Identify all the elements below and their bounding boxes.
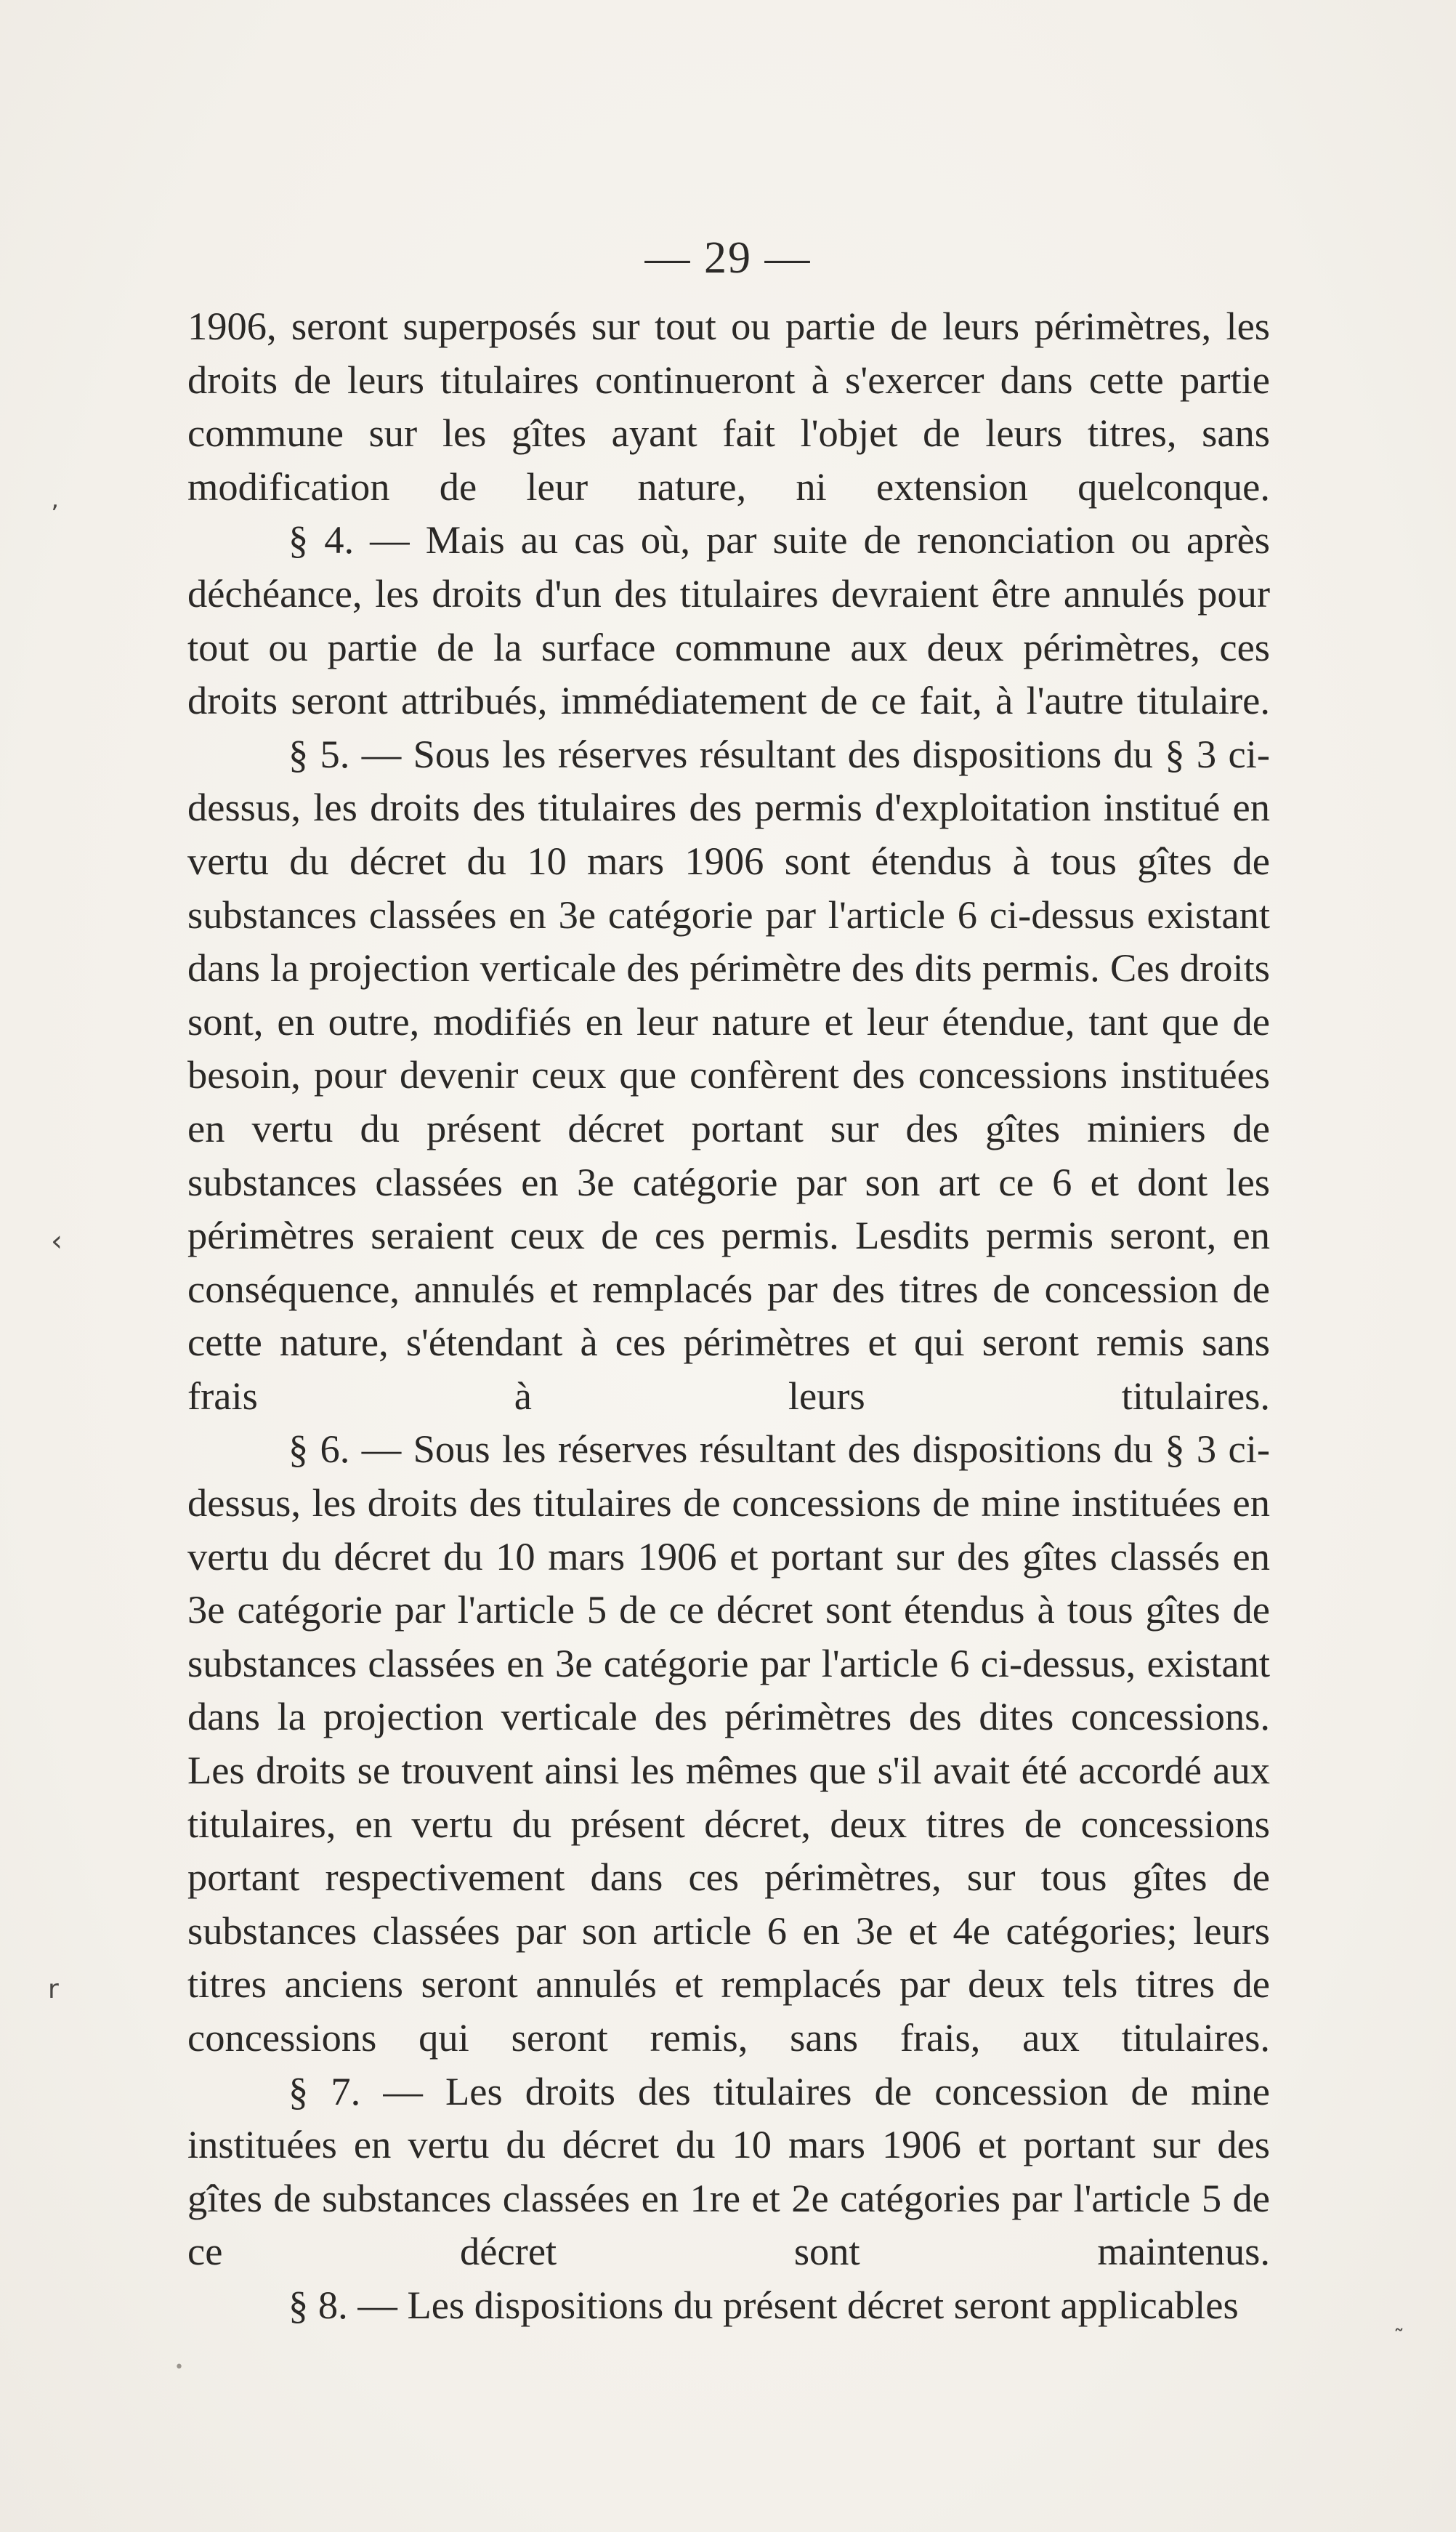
margin-mark: ‹ [51, 1225, 62, 1258]
paragraph-section-7: § 7. — Les droits des titulaires de concession de mine instituées en vertu du décret du 10 mars 1906 et portant sur des gîtes de substances classées en 1re et 2e catégories par l'article 5 de ce décret sont maintenus. [187, 2068, 1270, 2274]
margin-mark: r [48, 1975, 59, 2004]
paragraph-continuation: 1906, seront superposés sur tout ou partie de leurs périmètres, les droits de leurs titulaires continueront à s'exercer dans cette partie commune sur les gîtes ayant fait l'objet de leurs titres, sans modification de leur nature, ni extension quelconque. [187, 304, 1270, 509]
margin-mark: ˜ [1394, 2326, 1404, 2351]
paragraph-section-5: § 5. — Sous les réserves résultant des dispositions du § 3 ci-dessus, les droits des titulaires des permis d'exploitation institué en vertu du décret du 10 mars 1906 sont étendus à tous gîtes de substances classées en 3e catégorie par l'article 6 ci-dessus existant dans la projection verticale des périmètre des dits permis. Ces droits sont, en outre, modifiés en leur nature et leur étendue, tant que de besoin, pour devenir ceux que confèrent des concessions instituées en vertu du présent décret portant sur des gîtes miniers de substances classées en 3e catégorie par son art ce 6 et dont les périmètres seraient ceux de ces permis. Lesdits permis seront, en conséquence, annulés et remplacés par des titres de concession de cette nature, s'étendant à ces périmètres et qui seront remis sans frais à leurs titulaires. [187, 731, 1270, 1418]
margin-mark: • [174, 2358, 184, 2376]
paragraph-section-4: § 4. — Mais au cas où, par suite de renonciation ou après déchéance, les droits d'un des titulaires devraient être annulés pour tout ou partie de la surface commune aux deux périmètres, ces droits seront attribués, immédiatement de ce fait, à l'autre titulaire. [187, 517, 1270, 723]
body-text [187, 299, 1270, 2332]
margin-mark: ’ [51, 500, 59, 529]
paragraph-section-8: § 8. — Les dispositions du présent décret seront applicables [288, 2282, 1239, 2327]
paragraph-section-6: § 6. — Sous les réserves résultant des dispositions du § 3 ci-dessus, les droits des titulaires de concessions de mine instituées en vertu du décret du 10 mars 1906 et portant sur des gîtes classés en 3e catégorie par l'article 5 de ce décret sont étendus à tous gîtes de substances classées en 3e catégorie par l'article 6 ci-dessus, existant dans la projection verticale des périmètres des dites concessions. Les droits se trouvent ainsi les mêmes que s'il avait été accordé aux titulaires, en vertu du présent décret, deux titres de concessions portant respectivement dans ces périmètres, sur tous gîtes de substances classées par son article 6 en 3e et 4e catégories; leurs titres anciens seront annulés et remplacés par deux tels titres de concessions qui seront remis, sans frais, aux titulaires. [187, 1427, 1270, 2060]
page-number: — 29 — [644, 233, 812, 283]
